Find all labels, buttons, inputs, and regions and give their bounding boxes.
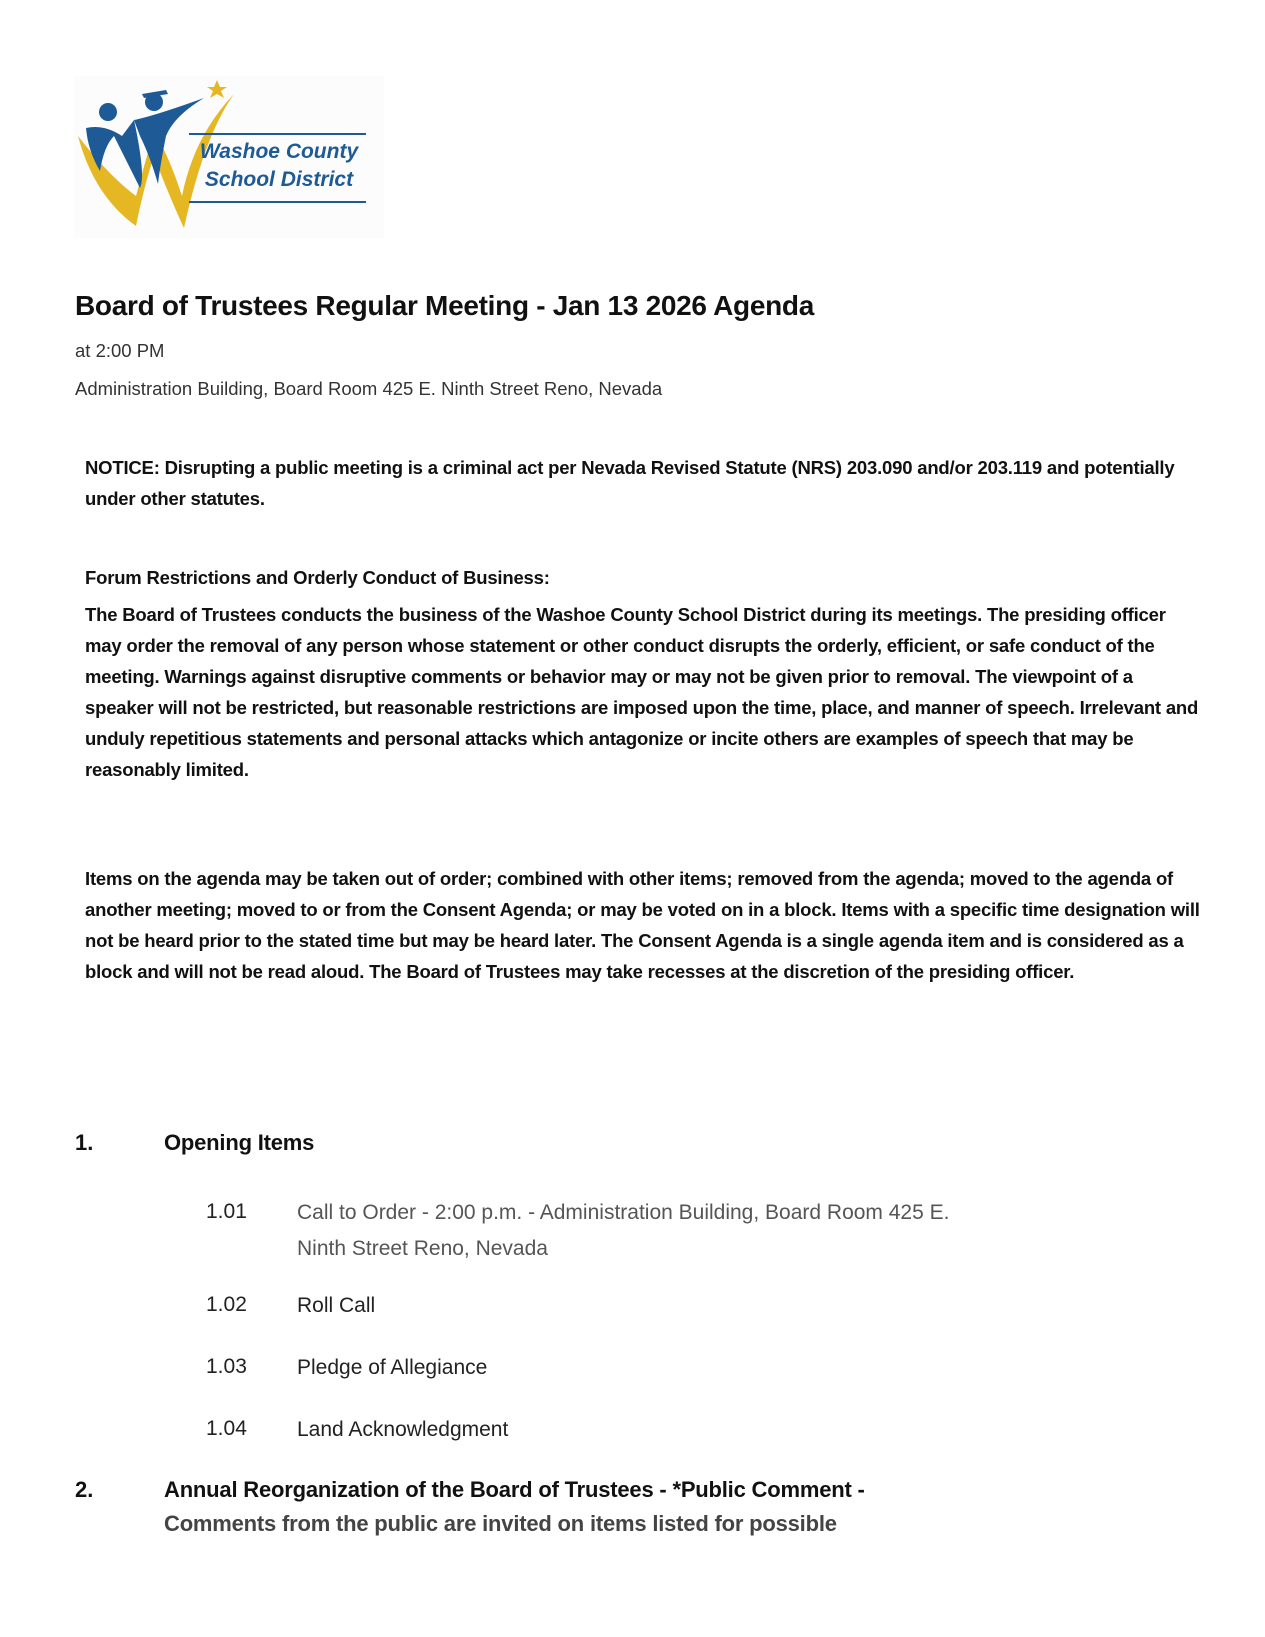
logo-line-1: Washoe County xyxy=(199,140,359,163)
forum-body: The Board of Trustees conducts the business of the Washoe County School District during its meetings. The presiding officer may order the removal of any person whose statement or other conduct disrupts the orderly, efficient, or safe conduct of the meeting. Warnings against disruptive comments or behavior may or may not be given prior to removal. The viewpoint of a speaker will not be restricted, but reasonable restrictions are imposed upon the time, place, and manner of speech. Irrelevant and unduly repetitious statements and personal attacks which antagonize or incite others are examples of speech that may be reasonably limited. xyxy=(85,604,1199,780)
forum-heading: Forum Restrictions and Orderly Conduct of Business: xyxy=(85,567,550,588)
order-notice: Items on the agenda may be taken out of order; combined with other items; removed from the agenda; moved to the agenda of another meeting; moved to or from the Consent Agenda; or may be voted on in a block. Items with a specific time designation will not be heard prior to the stated time but may be heard later. The Consent Agenda is a single agenda item and is considered as a block and will not be read aloud. The Board of Trustees may take recesses at the discretion of the presiding officer. xyxy=(85,868,1200,982)
item-number: 1.02 xyxy=(206,1293,247,1316)
item-title[interactable]: Roll Call xyxy=(297,1294,376,1317)
district-logo xyxy=(74,76,384,238)
item-number: 1.04 xyxy=(206,1417,247,1440)
section-title[interactable]: Opening Items xyxy=(164,1130,315,1155)
logo-line-2: School District xyxy=(204,168,354,191)
disruption-notice: NOTICE: Disrupting a public meeting is a criminal act per Nevada Revised Statute (NRS) 203.090 and/or 203.119 and potentially under other statutes. xyxy=(85,457,1175,509)
item-title[interactable]: Call to Order - 2:00 p.m. - Administration Building, Board Room 425 E. Ninth Street Reno, Nevada xyxy=(297,1201,950,1260)
meeting-time: at 2:00 PM xyxy=(75,340,165,361)
section-number: 1. xyxy=(75,1130,94,1155)
section-number: 2. xyxy=(75,1477,94,1502)
section-title[interactable]: Annual Reorganization of the Board of Trustees - *Public Comment - xyxy=(164,1477,865,1502)
section-subtitle: Comments from the public are invited on items listed for possible xyxy=(164,1511,837,1536)
item-title[interactable]: Pledge of Allegiance xyxy=(297,1356,488,1379)
page-title: Board of Trustees Regular Meeting - Jan 13 2026 Agenda xyxy=(75,290,814,321)
item-number: 1.01 xyxy=(206,1200,247,1223)
item-number: 1.03 xyxy=(206,1355,247,1378)
item-title[interactable]: Land Acknowledgment xyxy=(297,1418,509,1441)
meeting-location: Administration Building, Board Room 425 E. Ninth Street Reno, Nevada xyxy=(75,378,663,399)
